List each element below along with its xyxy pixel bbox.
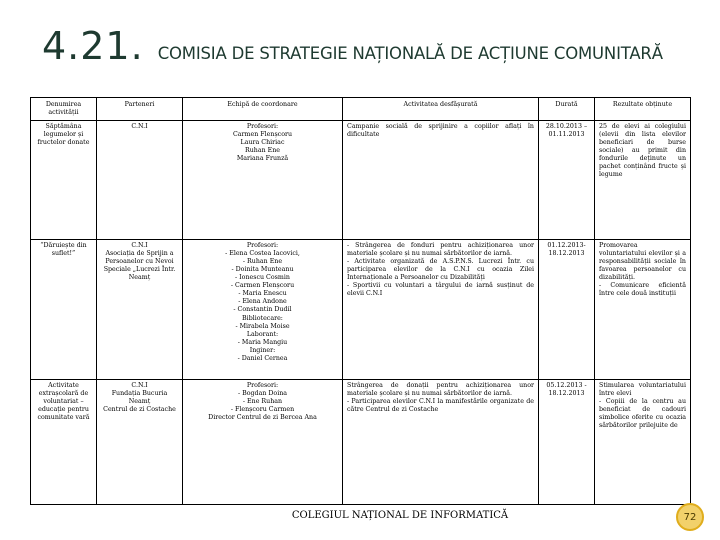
section-number: 4.21. [42, 24, 144, 68]
cell-text: - Sportivii cu voluntari a târgului de iarnă susținut de elevii C.N.I [347, 282, 534, 298]
cell-text: voluntariat – [43, 398, 84, 406]
cell-text: 01.11.2013 [548, 131, 585, 139]
footer [0, 510, 720, 521]
cell-text: - Ionescu Cosmin [235, 274, 290, 282]
partners-cell [97, 121, 183, 240]
cell-text: Profesori: [246, 123, 279, 131]
cell-text: - Carmen Flenșcoru [230, 282, 295, 290]
cell-text: - Ruhan Ene [242, 258, 283, 266]
cell-text: Fundația Bucuria Neamț [111, 390, 168, 406]
header-cell: Denumirea activității [31, 98, 97, 121]
cell-text: - Maria Enescu [238, 290, 287, 298]
table-row [31, 240, 691, 380]
cell-text: Campanie socială de sprijinire a copiilor aflați în dificultate [347, 123, 534, 139]
page-number: 72 [683, 511, 697, 523]
cell-text: - Doinita Munteanu [231, 266, 294, 274]
cell-text: C.N.I [131, 382, 148, 390]
cell-text: - Bogdan Doina [237, 390, 288, 398]
table-row [31, 121, 691, 240]
cell-text: - Constantin Dudil [233, 306, 292, 314]
cell-text: - Activitate organizată de A.S.P.N.S. Lucrezi Într. cu participarea elevilor de la C.N.I cu ocazia Zilei Internaționale a Persoanelor cu Dizabilități [347, 258, 534, 282]
duration-cell [539, 121, 595, 240]
cell-text: 18.12.2013 [548, 390, 585, 398]
cell-text: Neamț [128, 274, 151, 282]
cell-text: Activitate [48, 382, 79, 390]
cell-text: Centrul de zi Costache [103, 406, 176, 414]
cell-text: Bibliotecare: [242, 314, 283, 322]
cell-text: “Dăruiește din [40, 242, 87, 250]
cell-text: Stimularea voluntariatului între elevi [599, 382, 686, 398]
cell-text: - Daniel Cernea [237, 354, 288, 362]
coordination-team-cell [183, 121, 343, 240]
cell-text: Profesori: [246, 242, 279, 250]
activity-description-cell [343, 121, 539, 240]
activity-name-cell [31, 380, 97, 505]
cell-text: 05.12.2013 - [546, 382, 587, 390]
table-row [31, 380, 691, 505]
cell-text: Laura Chiriac [240, 139, 285, 147]
cell-text: Director Centrul de zi Bercea Ana [208, 414, 317, 422]
activities-table [30, 97, 691, 505]
cell-text: C.N.I [131, 123, 148, 131]
cell-text: fructelor donate [37, 139, 90, 147]
cell-text: educație pentru [38, 406, 89, 414]
cell-text: Laborant: [246, 330, 279, 338]
header-cell: Activitatea desfășurată [343, 98, 539, 121]
cell-text: - Mirabela Moise [235, 322, 290, 330]
cell-text: 28.10.2013 – [545, 123, 588, 131]
activity-description-cell [343, 240, 539, 380]
section-title: COMISIA DE STRATEGIE NAȚIONALĂ DE ACȚIUNE COMUNITARĂ [157, 44, 663, 63]
page-number-badge [676, 503, 704, 531]
header-cell: Echipă de coordonare [183, 98, 343, 121]
activity-name-cell [31, 121, 97, 240]
cell-text: 18.12.2013 [548, 250, 585, 258]
cell-text: Persoanelor cu Nevoi [105, 258, 174, 266]
cell-text: Carmen Flenșcoru [232, 131, 293, 139]
results-cell [595, 240, 691, 380]
cell-text: - Participarea elevilor C.N.I la manifestările organizate de către Centrul de zi Costache [347, 398, 534, 414]
cell-text: Inginer: [249, 346, 276, 354]
header-cell: Parteneri [97, 98, 183, 121]
cell-text: comunitate vară [37, 414, 90, 422]
cell-text: Asociația de Sprijin a [105, 250, 174, 258]
page-title [42, 24, 663, 68]
partners-cell [97, 380, 183, 505]
footer-text: COLEGIUL NAȚIONAL DE INFORMATICĂ [291, 510, 509, 521]
cell-text: - Flenșcoru Carmen [230, 406, 295, 414]
cell-text: extrașcolară de [38, 390, 89, 398]
cell-text: - Comunicare eficientă între cele două instituții [599, 282, 686, 298]
cell-text: - Elena Andone [238, 298, 287, 306]
coordination-team-cell [183, 240, 343, 380]
cell-text: Săptămâna [45, 123, 82, 131]
cell-text: Promovarea voluntariatului elevilor și a responsabilității sociale în favoarea persoanelor cu dizabilități. [599, 242, 686, 282]
coordination-team-cell [183, 380, 343, 505]
cell-text: 25 de elevi ai colegiului (elevii din lista elevilor beneficiari de burse sociale) au primit din fondurile deținute un pachet conținând fructe și legume [599, 123, 686, 179]
cell-text: - Ene Ruhan [242, 398, 283, 406]
partners-cell [97, 240, 183, 380]
activity-description-cell [343, 380, 539, 505]
cell-text: Ruhan Ene [244, 147, 281, 155]
cell-text: - Copiii de la centru au beneficiat de cadouri simbolice oferite cu ocazia sărbătorilor prilejuite de [599, 398, 686, 430]
cell-text: Speciale „Lucrezi Într. [103, 266, 176, 274]
duration-cell [539, 380, 595, 505]
table-header-row [31, 98, 691, 121]
cell-text: Profesori: [246, 382, 279, 390]
duration-cell [539, 240, 595, 380]
cell-text: - Maria Mangiu [237, 338, 288, 346]
cell-text: legumelor și [43, 131, 84, 139]
cell-text: Mariana Frunză [236, 155, 289, 163]
cell-text: C.N.I [131, 242, 148, 250]
cell-text: suflet!” [51, 250, 76, 258]
results-cell [595, 380, 691, 505]
cell-text: - Strângerea de fonduri pentru achiziționarea unor materiale școlare și nu numai sărbătorilor de iarnă. [347, 242, 534, 258]
header-cell: Rezultate obținute [595, 98, 691, 121]
results-cell [595, 121, 691, 240]
cell-text: 01.12.2013- [547, 242, 586, 250]
cell-text: Strângerea de donații pentru achiziționarea unor materiale școlare și nu numai sărbătorilor de iarnă. [347, 382, 534, 398]
header-cell: Durată [539, 98, 595, 121]
activity-name-cell [31, 240, 97, 380]
cell-text: - Elena Costea Iacovici, [225, 250, 300, 258]
